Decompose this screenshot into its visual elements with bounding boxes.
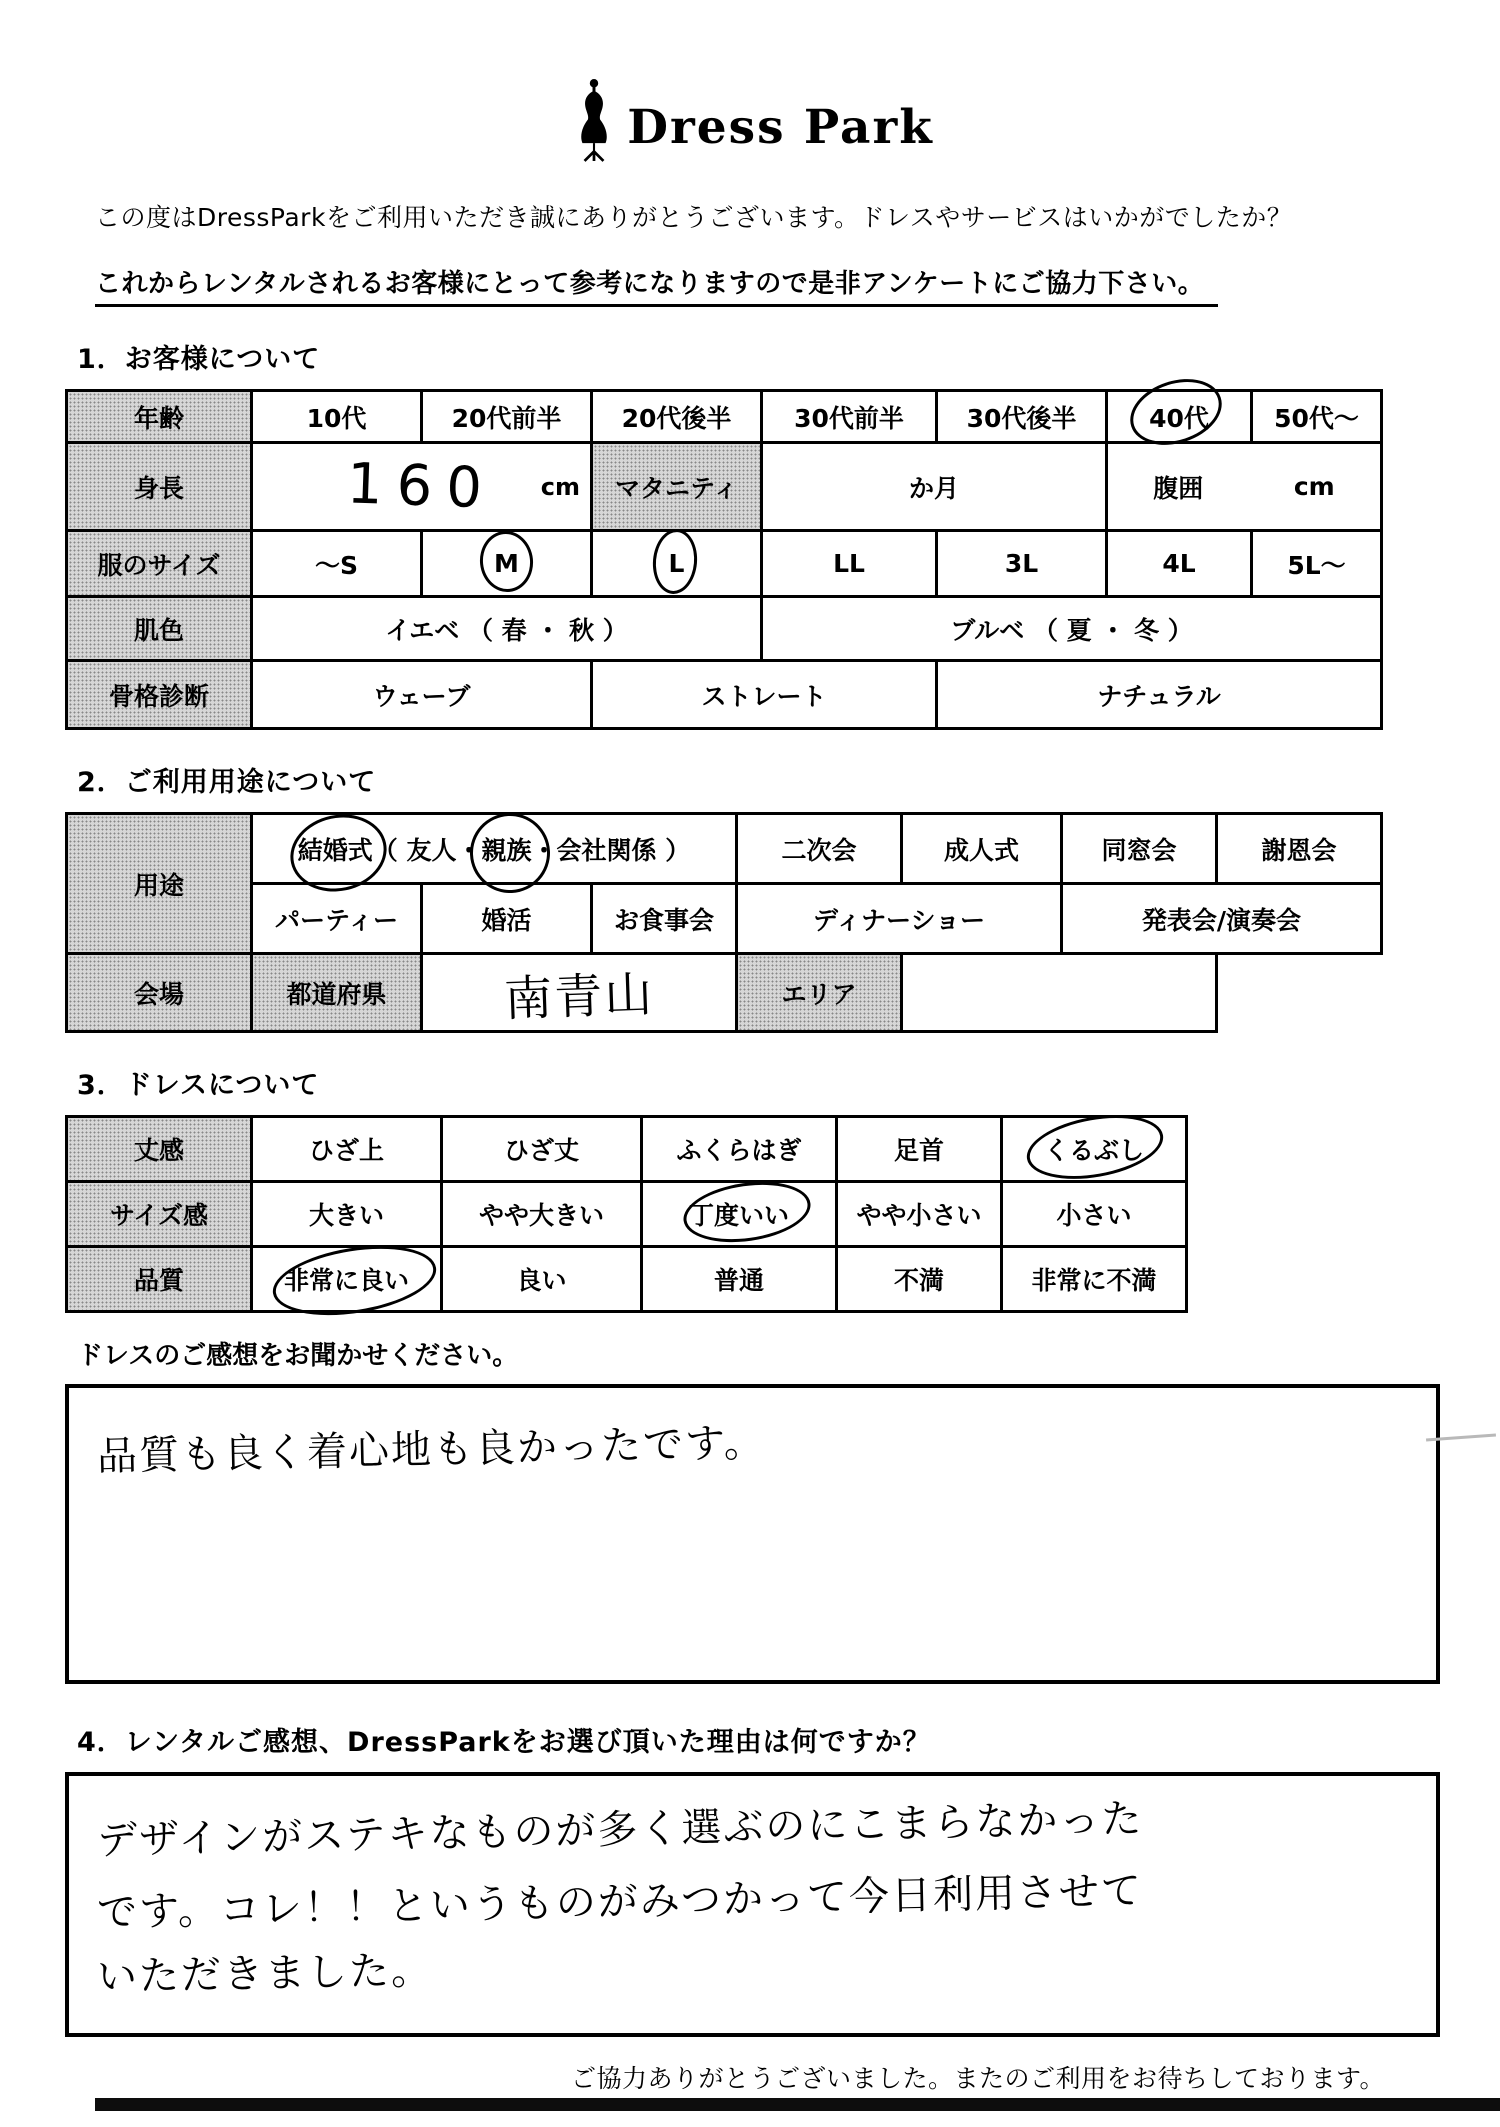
quality-option: 非常に不満 [1002,1247,1187,1312]
skin-option: ブルベ （ 夏 ・ 冬 ） [762,597,1382,661]
purpose-row2 [67,884,1382,954]
age-row [67,391,1382,443]
customer-table [65,389,1383,730]
length-header: 丈感 [67,1117,252,1182]
brand-logo [65,0,1440,162]
purpose-option: 婚活 [422,884,592,954]
size-option: ～S [252,531,422,597]
size-option: 3L [937,531,1107,597]
section2-title: 2．ご利用用途について [77,767,377,798]
purpose-row1 [67,814,1382,884]
size-option-selected [592,531,762,597]
height-unit: cm [540,472,580,501]
area-answer-cell [902,954,1217,1032]
prefecture-answer-cell [422,954,737,1032]
usage-table [65,812,1383,1033]
age-option: 30代前半 [762,391,937,443]
handwritten-circle: 親族 [482,831,532,867]
size-row [67,531,1382,597]
section1-title: 1．お客様について [77,344,321,375]
maternity-months-cell: か月 [762,443,1107,531]
quality-option: 普通 [642,1247,837,1312]
skin-row [67,597,1382,661]
fit-option: やや大きい [442,1182,642,1247]
fit-option: 小さい [1002,1182,1187,1247]
waist-label: 腹囲 [1153,473,1204,503]
handwritten-circle: 結婚式 [298,831,373,867]
length-option: ひざ上 [252,1117,442,1182]
purpose-option: お食事会 [592,884,737,954]
height-answer-cell [252,443,592,531]
handwritten-reason-line: です。コレ！！というものがみつかって今日利用させて [96,1868,1144,1936]
purpose-option-wedding: 結婚式（ 友人・親族・会社関係 ） [252,814,737,884]
age-option: 30代後半 [937,391,1107,443]
purpose-option: 謝恩会 [1217,814,1382,884]
frame-option: ストレート [592,661,937,729]
skin-header: 肌色 [67,597,252,661]
footer-thanks-text: ご協力ありがとうございました。またのご利用をお待ちしております。 [570,2064,1385,2093]
handwritten-dress-feedback: 品質も良く着心地も良かったです。 [96,1420,767,1480]
size-option: LL [762,531,937,597]
fit-option: やや小さい [837,1182,1002,1247]
handwritten-venue: 南青山 [503,966,656,1028]
section4-title: 4．レンタルご感想、DressParkをお選び頂いた理由は何ですか？ [77,1727,931,1758]
frame-header: 骨格診断 [67,661,252,729]
handwritten-circle: L [668,549,685,578]
purpose-option: 二次会 [737,814,902,884]
handwritten-circle: くるぶし [1044,1131,1144,1167]
quality-option: 不満 [837,1247,1002,1312]
handwritten-circle: 丁度いい [689,1196,789,1232]
length-option: ひざ丈 [442,1117,642,1182]
waist-cell [1107,443,1382,531]
quality-header: 品質 [67,1247,252,1312]
size-header: 服のサイズ [67,531,252,597]
reason-answer-box [65,1772,1440,2037]
waist-unit: cm [1293,472,1335,501]
intro-text: この度はDressParkをご利用いただき誠にありがとうございます。ドレスやサービスはいかがでしたか？ [95,203,1293,232]
handwritten-height: 160 [345,451,498,522]
area-header: エリア [737,954,902,1032]
purpose-header: 用途 [67,814,252,954]
purpose-option: 成人式 [902,814,1062,884]
purpose-option: パーティー [252,884,422,954]
size-option-selected [422,531,592,597]
handwritten-reason-line: デザインがステキなものが多く選ぶのにこまらなかった [96,1796,1144,1864]
purpose-option: 発表会/演奏会 [1062,884,1382,954]
handwritten-circle: 40代 [1149,399,1209,435]
length-row [67,1117,1187,1182]
handwritten-reason-line: いただきました。 [96,1947,434,2001]
skin-option: イエベ （ 春 ・ 秋 ） [252,597,762,661]
venue-header: 会場 [67,954,252,1032]
venue-row [67,954,1382,1032]
length-option: 足首 [837,1117,1002,1182]
dress-form-icon [571,78,617,162]
fit-option-selected [642,1182,837,1247]
age-option: 20代後半 [592,391,762,443]
dress-feedback-label: ドレスのご感想をお聞かせください。 [77,1341,519,1371]
handwritten-circle: M [494,549,519,578]
length-option: ふくらはぎ [642,1117,837,1182]
quality-row [67,1247,1187,1312]
frame-option: ウェーブ [252,661,592,729]
size-option: 5L～ [1252,531,1382,597]
fit-row [67,1182,1187,1247]
frame-option: ナチュラル [937,661,1382,729]
fit-header: サイズ感 [67,1182,252,1247]
prefecture-header: 都道府県 [252,954,422,1032]
age-option: 20代前半 [422,391,592,443]
intro-emphasis-text: これからレンタルされるお客様にとって参考になりますので是非アンケートにご協力下さい。 [95,263,1218,307]
dress-table [65,1115,1188,1313]
scan-artifact [1426,1434,1496,1442]
brand-name: Dress Park [627,100,934,155]
scan-edge-bar [95,2098,1500,2111]
age-option: 50代～ [1252,391,1382,443]
purpose-option: ディナーショー [737,884,1062,954]
quality-option: 良い [442,1247,642,1312]
height-header: 身長 [67,443,252,531]
section3-title: 3．ドレスについて [77,1070,320,1101]
size-option: 4L [1107,531,1252,597]
quality-option-selected [252,1247,442,1312]
age-option: 10代 [252,391,422,443]
age-option-selected [1107,391,1252,443]
purpose-option: 同窓会 [1062,814,1217,884]
table-gap [1217,954,1382,1032]
frame-row [67,661,1382,729]
age-header: 年齢 [67,391,252,443]
fit-option: 大きい [252,1182,442,1247]
maternity-header: マタニティ [592,443,762,531]
length-option-selected [1002,1117,1187,1182]
dress-feedback-box [65,1384,1440,1684]
height-row [67,443,1382,531]
handwritten-circle: 非常に良い [284,1261,409,1297]
